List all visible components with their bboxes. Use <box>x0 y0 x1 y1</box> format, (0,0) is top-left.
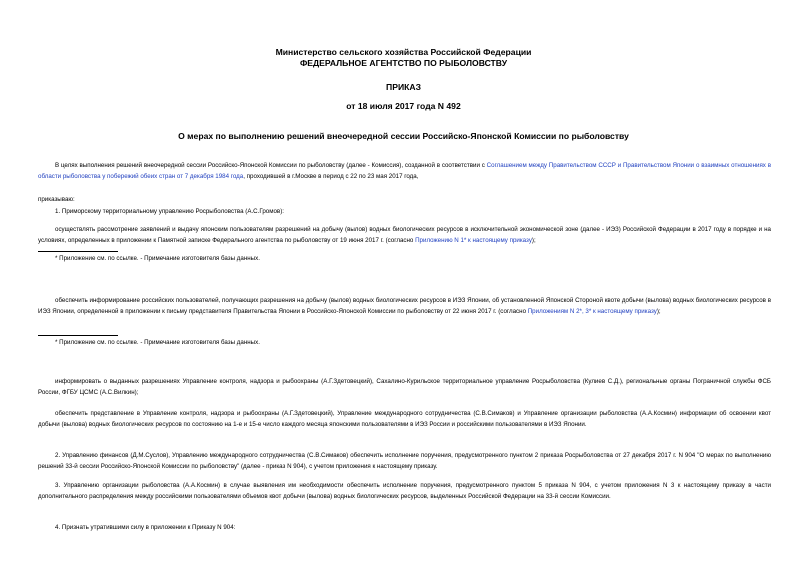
item-1c: информировать о выданных разрешениях Управление контроля, надзора и рыбоохраны (А.Г.Здетовецкий), Сахалино-Курильское территориальное управление Росрыболовства (Кулиев С.Д.), региональные органы Пограничной службы ФСБ России, ФГБУ ЦСМС (А.С.Вилкин); <box>38 378 771 396</box>
footnote-2: * Приложение см. по ссылке. - Примечание изготовителя базы данных. <box>55 339 260 346</box>
item-1: 1. Приморскому территориальному управлению Росрыболовства (А.С.Громов): <box>55 208 284 215</box>
intro-text-start: В целях выполнения решений внеочередной сессии Российско-Японской Комиссии по рыболовству (далее - Комиссия), созданной в соответствии с <box>55 162 487 169</box>
item-1a-text: осуществлять рассмотрение заявлений и выдачу японским пользователям разрешений на добычу (вылов) водных биологических ресурсов в исключительной экономической зоне (далее - ИЭЗ) Российской Федерации в 2017 году в порядке и на условиях, определенных в приложении к Памятной записке Федерального агентства по рыболовству от 19 июня 2017 г. (согласно <box>38 226 771 244</box>
footnote-1: * Приложение см. по ссылке. - Примечание изготовителя базы данных. <box>55 255 260 262</box>
item-1b-end: ); <box>656 307 661 315</box>
document-title: О мерах по выполнению решений внеочередной сессии Российско-Японской Комиссии по рыболовству <box>178 131 629 141</box>
item-2: 2. Управлению финансов (Д.М.Суслов), Управлению международного сотрудничества (С.В.Симаков) обеспечить исполнение поручения, предусмотренного пунктом 2 приказа Росрыболовства от 27 декабря 2017 г. N 904 "О мерах по выполнению решений 33-й сессии Российско-Японской Комиссии по рыболовству" (далее - приказ N 904), с учетом приложения к настоящему приказу. <box>38 452 771 470</box>
date-number-heading: от 18 июля 2017 года N 492 <box>346 101 461 111</box>
item-1b <box>38 296 771 317</box>
item-1d: обеспечить представление в Управление контроля, надзора и рыбоохраны (А.Г.Здетовецкий), Управление международного сотрудничества (С.В.Симаков) и Управление организации рыболовства (А.А.Космин) информации об освоении квот добычи (вылова) водных биологических ресурсов по состоянию на 1-е и 15-е число каждого месяца японскими пользователями в ИЭЗ России и российскими пользователями в ИЭЗ Японии. <box>38 410 771 428</box>
appendix-2-3-link[interactable]: Приложениям N 2*, 3* к настоящему приказу <box>527 307 657 315</box>
item-4: 4. Признать утратившими силу в приложении к Приказу N 904: <box>55 524 236 531</box>
item-1a-end: ); <box>531 236 536 244</box>
appendix-1-link[interactable]: Приложению N 1* к настоящему приказу <box>415 236 532 244</box>
footnote-divider <box>38 335 118 336</box>
agency-heading: ФЕДЕРАЛЬНОЕ АГЕНТСТВО ПО РЫБОЛОВСТВУ <box>299 58 508 68</box>
item-1b-text: обеспечить информирование российских пользователей, получающих разрешения на добычу (вылов) водных биологических ресурсов в ИЭЗ Японии, об установленной Японской Стороной квоте добычи (вылова) водных биологических ресурсов в ИЭЗ Японии, определенной в приложении к письму представителя Правительства Японии в Российско-Японской Комиссии по рыболовству от 22 июня 2017 г. (согласно <box>38 297 771 315</box>
item-3: 3. Управлению организации рыболовства (А.А.Космин) в случае выявления им необходимости обеспечить исполнение поручения, предусмотренного пунктом 5 приказа N 904, с учетом приложения N 3 к настоящему приказу в части дополнительного распределения между российскими пользователями объемов квот добычи (вылова) водных биологических ресурсов, выделенных Российской Федерации на 33-й сессии Комиссии. <box>38 482 771 500</box>
prikazyvayu-text: приказываю: <box>38 196 75 203</box>
intro-paragraph <box>38 161 771 182</box>
footnote-divider <box>38 251 118 252</box>
intro-text-end: , проходившей в г.Москве в период с 22 по 23 мая 2017 года, <box>243 172 419 180</box>
doc-type-heading: ПРИКАЗ <box>386 82 421 92</box>
agreement-link[interactable]: Соглашением между Правительством СССР и Правительством Японии о взаимных отношениях в области рыболовства у побережий обеих стран от 7 декабря 1984 года <box>38 162 772 180</box>
ministry-heading: Министерство сельского хозяйства Российской Федерации <box>275 47 532 57</box>
item-1a <box>38 225 771 246</box>
